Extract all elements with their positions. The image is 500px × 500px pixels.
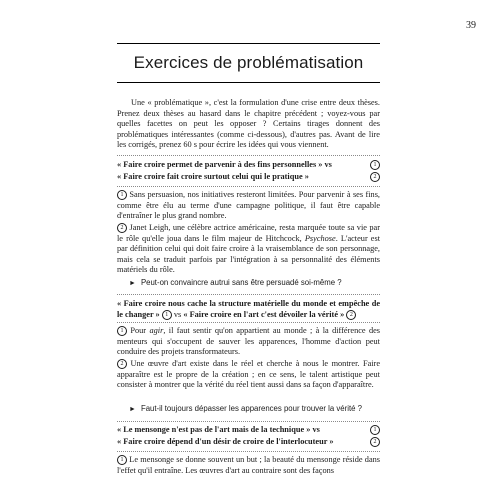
thesis-row — [117, 172, 380, 183]
thesis-number-badge: 2 — [346, 310, 356, 320]
divider — [117, 451, 380, 452]
answer-number-badge: 1 — [117, 190, 127, 200]
answer-text: . L'acteur est par définition celui qui doit faire croire à la vraisemblance de son personnage, mais cela se traduit parfois par l'intégration à sa personnalité des éléments matériels du rôle. — [117, 233, 381, 274]
answer-number-badge: 1 — [117, 326, 127, 336]
answer-paragraph — [117, 190, 380, 222]
thesis-text: « Faire croire fait croire surtout celui qui le pratique » — [117, 172, 309, 181]
thesis-pair — [117, 298, 380, 320]
answer-text: Sans persuasion, nos initiatives resteront limitées. Pour parvenir à ses fins, comme être élu au terme d'une campagne politique, il faut être capable d'entraîner le plus grand nombre. — [117, 190, 381, 220]
answer-paragraph — [117, 326, 380, 358]
thesis-number-badge: 2 — [370, 172, 380, 182]
answer-paragraph — [117, 223, 380, 276]
thesis-text: « Le mensonge n'est pas de l'art mais de la technique » vs — [117, 425, 320, 434]
answer-number-badge: 2 — [117, 223, 127, 233]
answer-paragraph — [117, 359, 380, 391]
thesis-number-badge: 2 — [370, 437, 380, 447]
thesis-number-badge: 1 — [370, 425, 380, 435]
arrow-icon: ► — [129, 406, 136, 413]
answer-text: Janet Leigh, une célèbre actrice américaine, resta marquée toute sa vie par le rôle qu'elle joua dans le film majeur de Hitchcock, — [117, 223, 380, 243]
page-number: 39 — [466, 20, 476, 31]
prompt-text: Faut-il toujours dépasser les apparences pour trouver la vérité ? — [140, 404, 362, 413]
thesis-number-badge: 1 — [162, 310, 172, 320]
answer-number-badge: 2 — [117, 359, 127, 369]
divider — [117, 294, 380, 295]
answer-text: Le mensonge se donne souvent un but ; la beauté du mensonge réside dans l'effet qu'il entraîne. Les œuvres d'art au contraire sont des façons — [117, 455, 381, 475]
thesis-text: « Faire croire nous cache la structure matérielle du monde et empêche de le changer » — [117, 299, 380, 319]
thesis-row — [117, 160, 380, 171]
divider — [117, 322, 380, 323]
thesis-row — [117, 437, 380, 448]
thesis-number-badge: 1 — [370, 160, 380, 170]
problem-prompt — [129, 404, 380, 413]
answer-text: Pour — [130, 326, 147, 335]
vs-label: vs — [173, 310, 182, 319]
answer-paragraph — [117, 455, 380, 476]
intro-paragraph: Une « problématique », c'est la formulation d'une crise entre deux thèses. Prenez deux thèses au hasard dans le chapitre précédent ; voyez-vous par quelles facettes on peut les opposer ? Certains tirages donnent des problématiques intéressantes (comme ci-dessous), d'autres pas. Avant de lire les corrigés, prenez 60 s pour écrire les idées qui vous viennent. — [117, 98, 380, 149]
divider — [117, 421, 380, 422]
thesis-text: « Faire croire dépend d'un désir de croire de l'interlocuteur » — [117, 437, 334, 446]
answer-text: Une œuvre d'art existe dans le réel et cherche à nous le montrer. Faire apparaître est le propre de la création ; en ce sens, le talent artistique peut consister à montrer que la vérité du réel tient aussi dans sa façon d'apparaître. — [117, 359, 381, 389]
problem-prompt — [129, 278, 380, 287]
thesis-row — [117, 425, 380, 436]
divider — [117, 155, 380, 156]
thesis-text: « Faire croire permet de parvenir à des fins personnelles » vs — [117, 160, 332, 169]
section-title: Exercices de problématisation — [117, 43, 380, 83]
answer-number-badge: 1 — [117, 455, 127, 465]
answer-emphasis: agir — [149, 326, 164, 335]
thesis-text: « Faire croire en l'art c'est dévoiler la vérité » — [183, 310, 345, 319]
answer-text: , il faut sentir qu'on appartient au monde ; à la différence des menteurs qui s'occupent de sauver les apparences, l'homme d'action peut conduire des projets transformateurs. — [117, 326, 381, 356]
film-title: Psychose — [304, 233, 336, 243]
arrow-icon: ► — [129, 280, 136, 287]
divider — [117, 186, 380, 187]
prompt-text: Peut-on convaincre autrui sans être persuadé soi-même ? — [140, 278, 342, 287]
